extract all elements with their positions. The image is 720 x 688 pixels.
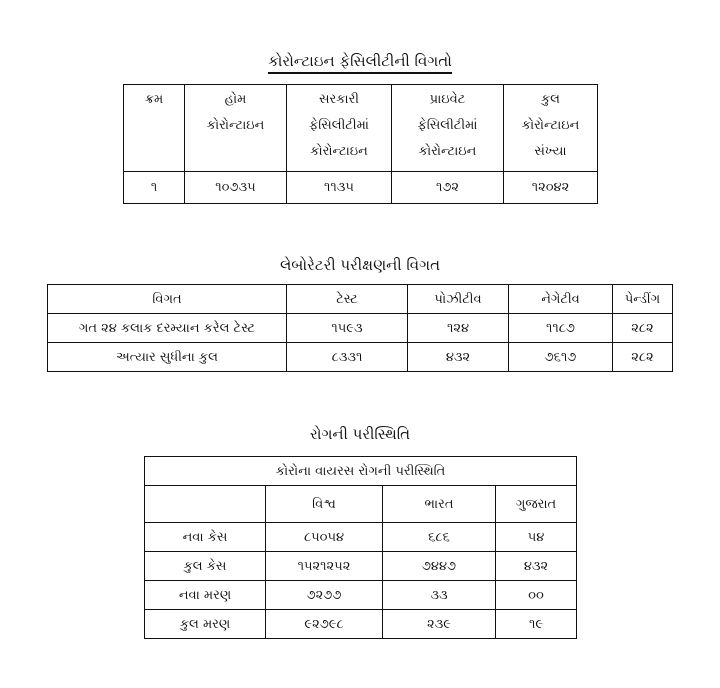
table-cell: ૭૨૭૭ [266,581,383,610]
header-cell: ભારત [383,486,496,523]
table-row [48,314,673,343]
header-cell: વિગત [48,285,287,314]
table-cell: ૧૨૦૪૨ [504,172,598,204]
table-cell: ૧૯ [496,610,577,639]
table-cell: ૫૪ [496,523,577,552]
table-cell: ૧૧૩૫ [287,172,392,204]
disease-table [144,456,577,639]
header-cell: ટેસ્ટ [287,285,408,314]
header-cell [145,486,266,523]
table-cell: ૦૦ [496,581,577,610]
header-cell: નેગેટીવ [509,285,613,314]
table-cell: ૪૩૨ [408,343,509,372]
table-row [145,581,577,610]
table-cell: ૧૦૭૩૫ [185,172,287,204]
table-cell: ૧ [124,172,185,204]
header-cell-text: હોમ કોરોન્ટાઇન [206,92,265,133]
table-cell: ૧૭૨ [392,172,504,204]
table-header-row [48,285,673,314]
table-cell: ૬૮૬ [383,523,496,552]
table-row [48,343,673,372]
table-row [145,552,577,581]
header-cell-text: કુલ કોરોન્ટાઇન સંખ્યા [521,92,580,159]
table-cell: ૮૫૦૫૪ [266,523,383,552]
table-cell: ૩૩ [383,581,496,610]
quarantine-title: કોરોન્ટાઇન ફેસિલીટીની વિગતો [0,52,720,70]
table-title-cell: કોરોના વાયરસ રોગની પરીસ્થિતિ [145,457,577,486]
lab-table [47,284,673,372]
table-title-row [145,457,577,486]
header-cell: ક્રમ [124,85,185,172]
header-cell-text: પ્રાઇવેટ ફેસિલીટીમાં કોરોન્ટાઇન [417,92,478,159]
table-cell: ૯૨૭૯૮ [266,610,383,639]
table-cell: ૧૫૨૧૨૫૨ [266,552,383,581]
table-cell: ૭૬૧૭ [509,343,613,372]
table-cell: ૧૨૪ [408,314,509,343]
table-cell: ૮૩૩૧ [287,343,408,372]
header-cell [504,85,598,172]
table-row [145,523,577,552]
table-cell: અત્યાર સુધીના કુલ [48,343,287,372]
table-cell: કુલ કેસ [145,552,266,581]
table-cell: ૧૫૯૩ [287,314,408,343]
header-cell [287,85,392,172]
header-cell [392,85,504,172]
table-cell: ૨૩૯ [383,610,496,639]
table-row [124,172,598,204]
header-cell [185,85,287,172]
header-cell: વિશ્વ [266,486,383,523]
table-cell: ૭૪૪૭ [383,552,496,581]
table-header-row [124,85,598,172]
table-row [145,610,577,639]
table-cell: ૧૧૮૭ [509,314,613,343]
table-cell: ૨૮૨ [613,343,673,372]
table-header-row [145,486,577,523]
header-cell: પેન્ડીંગ [613,285,673,314]
header-cell: ગુજરાત [496,486,577,523]
table-cell: ૪૩૨ [496,552,577,581]
table-cell: ૨૮૨ [613,314,673,343]
header-cell: પોઝીટીવ [408,285,509,314]
header-cell-text: સરકારી ફેસિલીટીમાં કોરોન્ટાઇન [309,92,369,159]
table-cell: નવા કેસ [145,523,266,552]
lab-title: લેબોરેટરી પરીક્ષણની વિગત [279,256,441,274]
disease-title: રોગની પરીસ્થિતિ [309,425,411,443]
table-cell: નવા મરણ [145,581,266,610]
table-cell: ગત ૨૪ કલાક દરમ્યાન કરેલ ટેસ્ટ [48,314,287,343]
table-cell: કુલ મરણ [145,610,266,639]
quarantine-table [123,84,598,204]
